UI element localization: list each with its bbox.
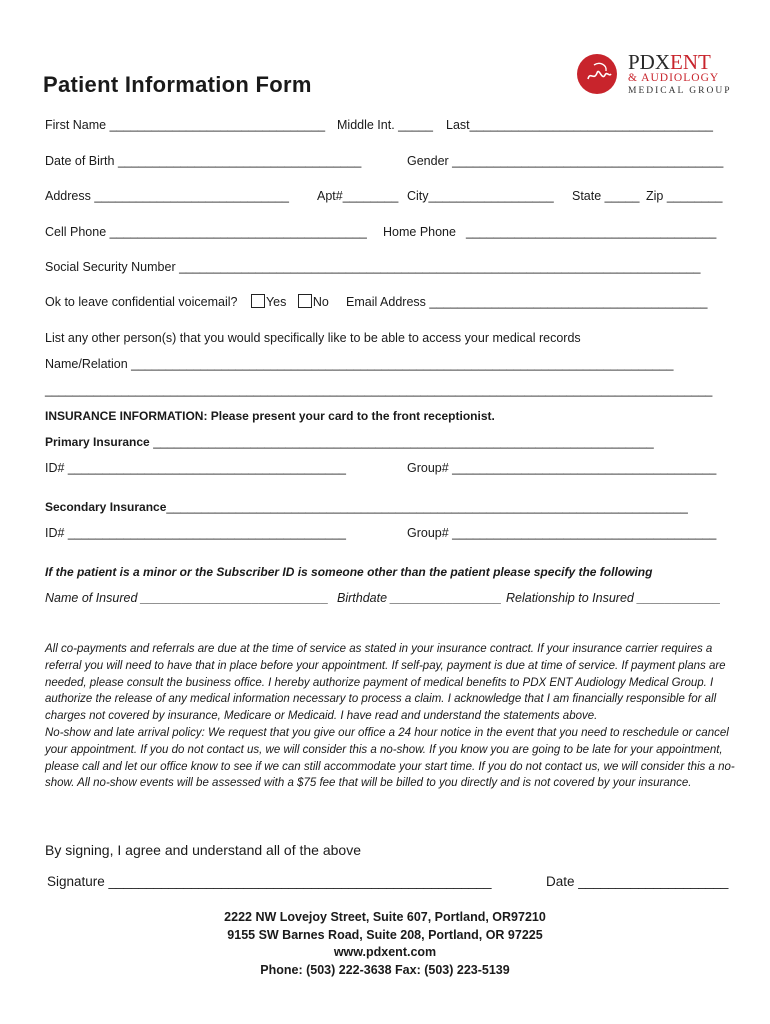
minor-heading: If the patient is a minor or the Subscriber ID is someone other than the patient please specify the following xyxy=(45,565,653,579)
city-field[interactable]: City__________________ xyxy=(407,189,554,203)
state-field[interactable]: State _____ xyxy=(572,189,640,203)
home-phone-label: Home Phone xyxy=(383,225,456,239)
footer-phone: Phone: (503) 222-3638 Fax: (503) 223-5139 xyxy=(260,962,510,977)
no-show-policy-paragraph: No-show and late arrival policy: We request that you give our office a 24 hour notice in the event that you need to reschedule or cancel your appointment. If you do not contact us, we will consider this a no-show. If you know you are going to be late for your appointment, please call and let our office know to see if we can still accommodate your start time. If you do not contact us, we will consider this a no-show. All no-show events will be assessed with a $75 fee that will be billed to you directly and is not covered by your insurance. xyxy=(45,726,735,790)
footer-contact xyxy=(0,909,770,979)
voicemail-no-checkbox[interactable] xyxy=(298,294,312,308)
voicemail-yes-label: Yes xyxy=(265,295,287,309)
home-phone-field[interactable]: ____________________________________ xyxy=(466,225,717,239)
payment-policy-paragraph: All co-payments and referrals are due at the time of service as stated in your insurance contract. If your insurance carrier requires a referral you will need to have that in place before your appointment. If self-pay, payment is due at time of service. If payment plans are needed, please consult the business office. I hereby authorize payment of medical benefits to PDX ENT Audiology Medical Group. I authorize the release of any medical information necessary to process a claim. I acknowledge that I am financially responsible for all charges not covered by insurance, Medicare or Medicaid. I have read and understand the statements above. xyxy=(45,643,726,723)
footer-website: www.pdxent.com xyxy=(333,945,437,959)
name-of-insured-field[interactable]: Name of Insured ___________________________ xyxy=(45,591,329,605)
apt-field[interactable]: Apt#________ xyxy=(317,189,399,203)
footer-address-1: 2222 NW Lovejoy Street, Suite 607, Portland, OR97210 xyxy=(224,910,546,924)
voicemail-question xyxy=(45,294,329,310)
agreement-statement: By signing, I agree and understand all of the above xyxy=(45,842,361,858)
first-name-field[interactable]: First Name _______________________________ xyxy=(45,118,326,132)
page-title: Patient Information Form xyxy=(43,72,312,97)
authorized-persons-instruction: List any other person(s) that you would specifically like to be able to access your medical records xyxy=(45,331,581,345)
email-field[interactable]: Email Address ________________________________________ xyxy=(346,295,708,309)
name-relation-extra-line[interactable]: ________________________________________________________________________________________________ xyxy=(45,383,713,397)
secondary-group-field[interactable]: Group# ______________________________________ xyxy=(407,526,717,540)
middle-initial-field[interactable]: Middle Int. _____ xyxy=(337,118,433,132)
secondary-insurance-field[interactable]: Secondary Insurance___________________________________________________________________________ xyxy=(45,500,688,514)
logo-ear-icon xyxy=(574,51,624,97)
insurance-heading: INSURANCE INFORMATION: Please present your card to the front receptionist. xyxy=(45,409,495,423)
insured-birthdate-field[interactable]: Birthdate ________________ xyxy=(337,591,502,605)
secondary-insurance-line[interactable]: ___________________________________________________________________________ xyxy=(166,500,688,514)
primary-insurance-field[interactable]: Primary Insurance ________________________________________________________________________ xyxy=(45,435,654,449)
gender-field[interactable]: Gender _______________________________________ xyxy=(407,154,724,168)
cell-phone-field[interactable]: Cell Phone _____________________________________ xyxy=(45,225,367,239)
address-field[interactable]: Address ____________________________ xyxy=(45,189,289,203)
date-of-birth-field[interactable]: Date of Birth ___________________________________ xyxy=(45,154,362,168)
ssn-field[interactable]: Social Security Number ___________________________________________________________________________ xyxy=(45,260,701,274)
last-name-field[interactable]: Last___________________________________ xyxy=(446,118,713,132)
signature-field[interactable]: Signature ___________________________________________________ xyxy=(47,874,492,889)
logo-name-mid: & AUDIOLOGY xyxy=(628,72,720,84)
policy-text xyxy=(45,641,735,792)
pdx-ent-logo xyxy=(574,50,734,102)
primary-insurance-line[interactable]: ________________________________________________________________________ xyxy=(149,435,654,449)
secondary-id-field[interactable]: ID# ________________________________________ xyxy=(45,526,347,540)
name-relation-field[interactable]: Name/Relation ______________________________________________________________________________ xyxy=(45,357,674,371)
footer-address-2: 9155 SW Barnes Road, Suite 208, Portland, OR 97225 xyxy=(227,927,543,942)
voicemail-no-label: No xyxy=(312,295,329,309)
voicemail-yes-checkbox[interactable] xyxy=(251,294,265,308)
primary-id-field[interactable]: ID# ________________________________________ xyxy=(45,461,347,475)
logo-name-bottom: MEDICAL GROUP xyxy=(628,86,732,96)
signature-date-field[interactable]: Date ____________________ xyxy=(546,874,729,889)
primary-group-field[interactable]: Group# ______________________________________ xyxy=(407,461,717,475)
voicemail-label: Ok to leave confidential voicemail? xyxy=(45,295,238,309)
zip-field[interactable]: Zip ________ xyxy=(646,189,723,203)
logo-name-top: PDXENT xyxy=(628,50,711,74)
relationship-to-insured-field[interactable]: Relationship to Insured ____________ xyxy=(506,591,721,605)
